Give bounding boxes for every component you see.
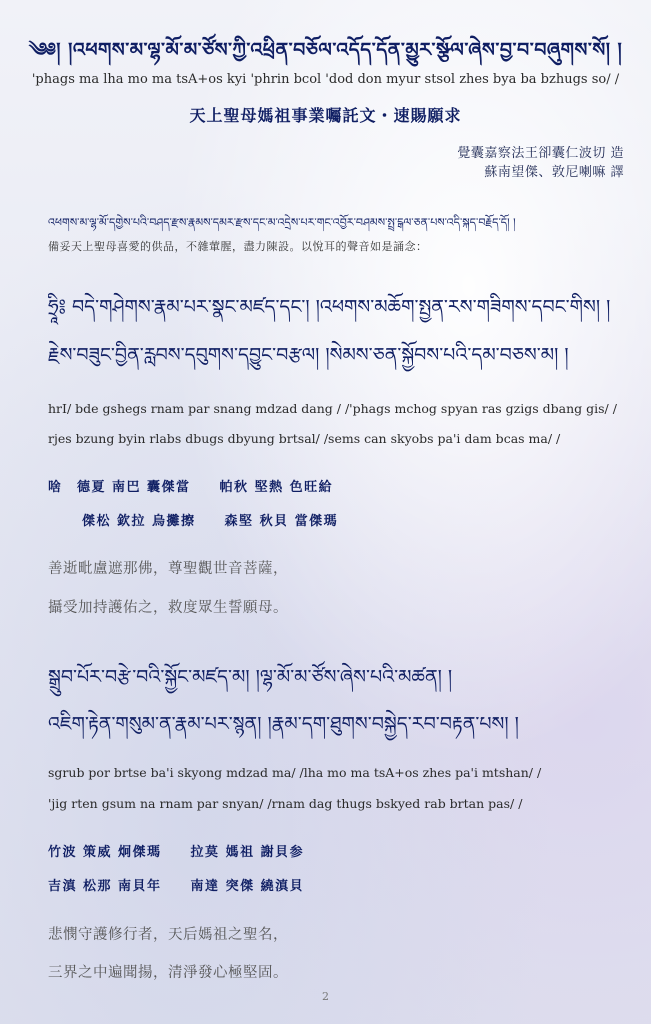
verse1-wylie-line1: hrI/ bde gshegs rnam par snang mdzad dang / /'phags mchog spyan ras gzigs dbang gis/ / [48, 401, 617, 416]
verse2-tibetan-line1: སྒྲུབ་པོར་བརྩེ་བའི་སྐྱོང་མཛད་མ། །ལྷ་མོ་མ་ཙོས་ཞེས་པའི་མཚན། ། [48, 666, 453, 688]
intro-tibetan: འཕགས་མ་ལྷ་མོ་དགྱེས་པའི་བཤད་རྫས་རྣམས་དམར་རྫས་དང་མ་འདྲེས་པར་གང་འབྱོར་བཤམས་སྤྲ་ངྒལ་ཅན་པས་འདི་སྐད་བརྗོད་དོ། ། [48, 216, 516, 229]
chinese-title: 天上聖母媽祖事業囑託文・速賜願求 [189, 106, 462, 125]
page-number: 2 [322, 990, 329, 1003]
intro-chinese: 備妥天上聖母喜愛的供品，不雜葷腥，盡力陳設。以悅耳的聲音如是誦念： [48, 240, 428, 253]
verse2-tibetan-line2: འཇིག་རྟེན་གསུམ་ན་རྣམ་པར་སྙན། །རྣམ་དག་ཐུགས་བསྐྱེད་རབ་བརྟན་པས། ། [48, 713, 519, 735]
verse1-chinese-line2: 攝受加持護佑之，救度眾生誓願母。 [48, 600, 288, 616]
verse1-tibetan-line2: རྗེས་བཟུང་བྱིན་རླབས་དབུགས་དབྱུང་བརྩལ། །སེམས་ཅན་སྐྱོབས་པའི་དམ་བཅས་མ། ། [48, 344, 569, 366]
verse2-chinese-line2: 三界之中遍聞揚，清淨發心極堅固。 [48, 965, 288, 981]
verse2-transliteration-line1: 竹波 策威 炯傑瑪 拉莫 媽祖 謝貝参 [48, 845, 305, 860]
verse1-chinese-line1: 善逝毗盧遮那佛，尊聖觀世音菩薩， [48, 561, 288, 577]
verse1-transliteration-line1: 啥 德夏 南巴 囊傑當 帕秋 堅熱 色旺給 [48, 480, 334, 495]
tibetan-title: ༄༅། །འཕགས་མ་ལྷ་མོ་མ་ཙོས་ཀྱི་འཕྲིན་བཅོལ་འདོད་དོན་མྱུར་སྩོལ་ཞེས་བྱ་བ་བཞུགས་སོ། ། [28, 39, 623, 61]
verse2-transliteration-line2: 吉滇 松那 南貝年 南達 突傑 繞滇貝 [48, 879, 305, 894]
wylie-title: 'phags ma lha mo ma tsA+os kyi 'phrin bcol 'dod don myur stsol zhes bya ba bzhugs so/ / [31, 72, 620, 87]
verse2-wylie-line1: sgrub por brtse ba'i skyong mdzad ma/ /lha mo ma tsA+os zhes pa'i mtshan/ / [48, 765, 542, 780]
verse1-wylie-line2: rjes bzung byin rlabs dbugs dbyung brtsal/ /sems can skyobs pa'i dam bcas ma/ / [48, 431, 561, 446]
verse1-tibetan-line1: ཧྲཱི༔ བདེ་གཤེགས་རྣམ་པར་སྣང་མཛད་དང་། །འཕགས་མཆོག་སྤྱན་རས་གཟིགས་དབང་གིས། ། [48, 296, 611, 318]
author-credit: 覺囊嘉察法王卻囊仁波切 造 [457, 146, 624, 161]
credits [457, 144, 624, 182]
verse1-transliteration-line2: 傑松 欽拉 烏攤擦 森堅 秋貝 當傑瑪 [82, 514, 339, 529]
translator-credit: 蘇南望傑、敦尼喇嘛 譯 [484, 165, 624, 180]
verse2-wylie-line2: 'jig rten gsum na rnam par snyan/ /rnam dag thugs bskyed rab brtan pas/ / [48, 796, 523, 811]
verse2-chinese-line1: 悲憫守護修行者，天后媽祖之聖名， [48, 927, 288, 943]
